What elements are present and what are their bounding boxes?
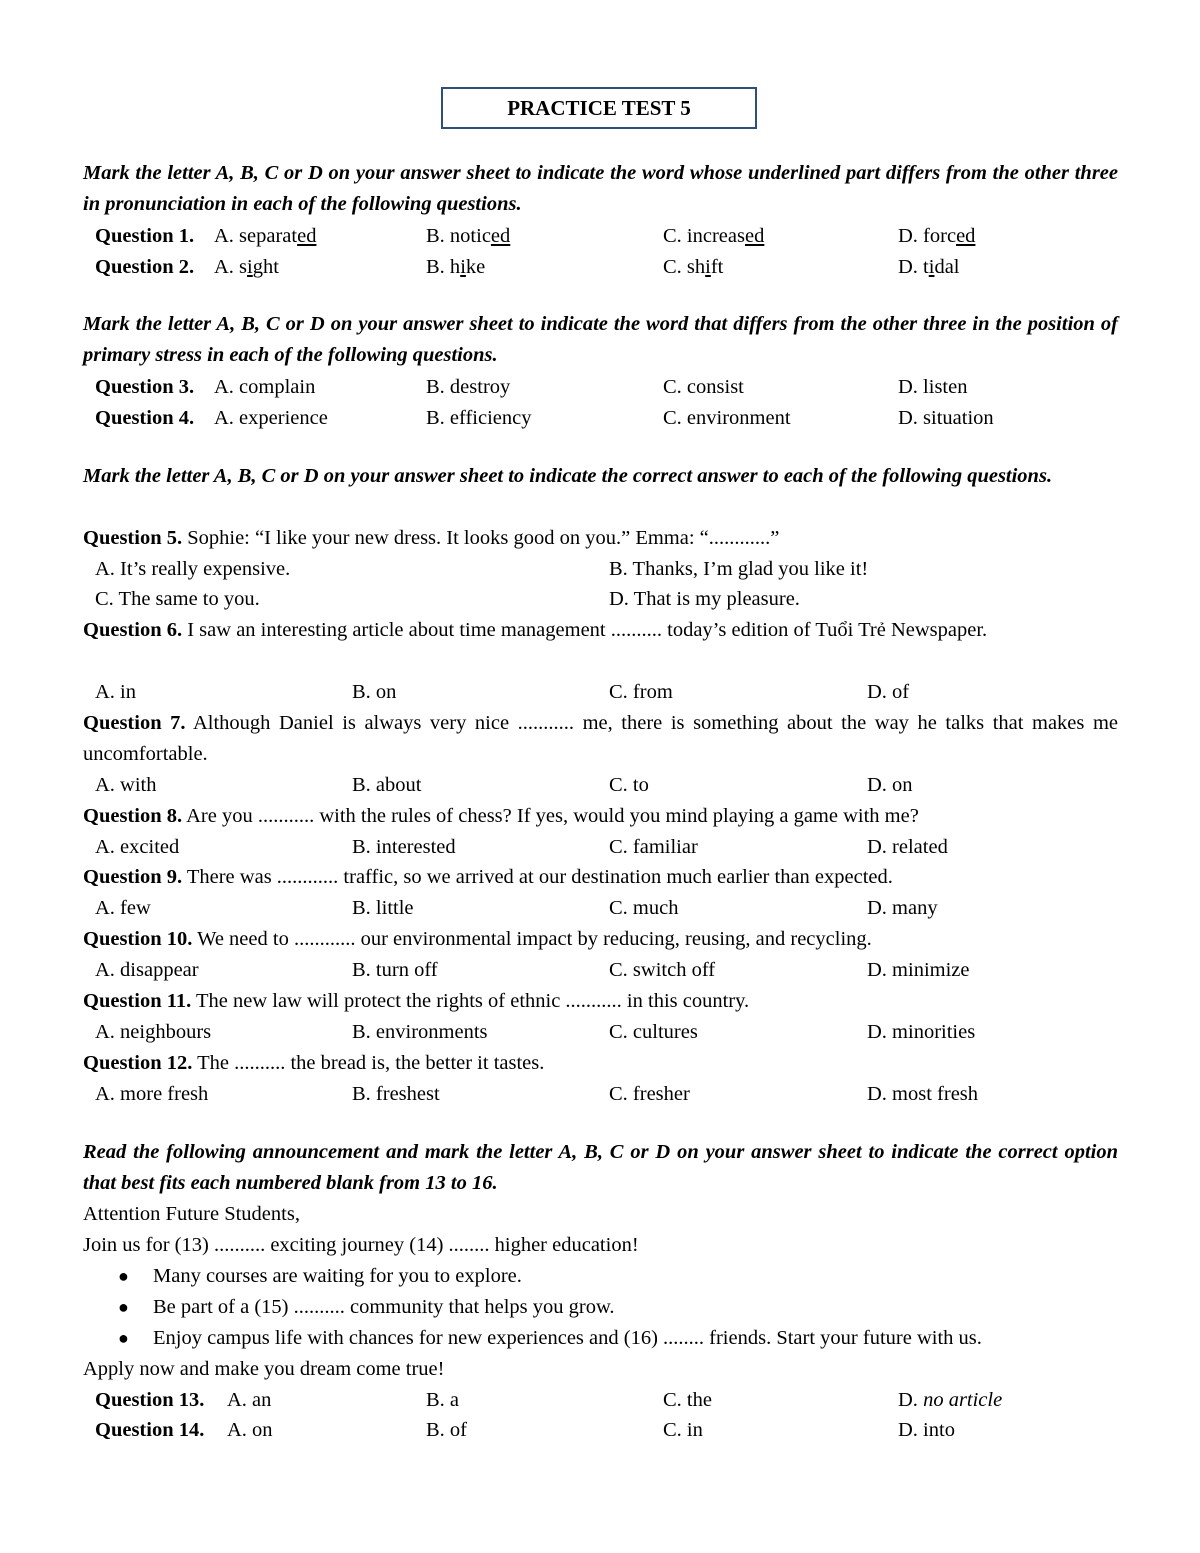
q12-options xyxy=(95,1079,1115,1110)
bullet-icon: ● xyxy=(118,1297,129,1317)
q5-option-d: D. That is my pleasure. xyxy=(609,588,800,610)
q8-option-c: C. familiar xyxy=(609,836,698,858)
q4-option-c: C. environment xyxy=(663,407,791,429)
question-3 xyxy=(95,372,1115,403)
section2-instruction: Mark the letter A, B, C or D on your answer sheet to indicate the word that differs from the other three in the position of primary stress in each of the following questions. xyxy=(83,313,1118,366)
q14-label: Question 14. xyxy=(95,1419,205,1441)
q8-stem: Question 8. Are you ........... with the rules of chess? If yes, would you mind playing a game with me? xyxy=(83,805,919,827)
q4-option-d: D. situation xyxy=(898,407,994,429)
q6-option-d: D. of xyxy=(867,681,910,703)
q7-option-d: D. on xyxy=(867,774,913,796)
q12-stem: Question 12. The .......... the bread is, the better it tastes. xyxy=(83,1052,545,1074)
q9-option-b: B. little xyxy=(352,897,414,919)
q2-option-a: A. sight xyxy=(214,256,279,278)
q7-option-c: C. to xyxy=(609,774,649,796)
question-1 xyxy=(95,221,1115,252)
q12-option-d: D. most fresh xyxy=(867,1083,979,1105)
q8-option-d: D. related xyxy=(867,836,948,858)
q10-stem: Question 10. We need to ............ our environmental impact by reducing, reusing, and recycling. xyxy=(83,928,872,950)
q7-options xyxy=(95,770,1115,801)
q1-label: Question 1. xyxy=(95,225,195,247)
q9-option-c: C. much xyxy=(609,897,679,919)
q1-option-b: B. noticed xyxy=(426,225,511,247)
q6-stem: Question 6. I saw an interesting article about time management .......... today’s edition of Tuổi Trẻ Newspaper. xyxy=(83,619,988,641)
bullet-icon: ● xyxy=(118,1266,129,1286)
q7-option-b: B. about xyxy=(352,774,422,796)
q6-options xyxy=(95,677,1115,708)
q1-option-c: C. increased xyxy=(663,225,765,247)
q11-option-c: C. cultures xyxy=(609,1021,698,1043)
q10-option-a: A. disappear xyxy=(95,959,199,981)
question-14 xyxy=(95,1415,1115,1446)
bullet-icon: ● xyxy=(118,1328,129,1348)
bullet-item: ● Be part of a (15) .......... community that helps you grow. xyxy=(83,1292,1118,1323)
q7-stem: Question 7. Although Daniel is always very nice ........... me, there is something about the way he talks that makes me uncomfortable. xyxy=(83,712,1118,765)
q9-option-d: D. many xyxy=(867,897,938,919)
q10-option-b: B. turn off xyxy=(352,959,438,981)
q7-option-a: A. with xyxy=(95,774,157,796)
q9-options xyxy=(95,893,1115,924)
q11-option-d: D. minorities xyxy=(867,1021,976,1043)
q2-option-d: D. tidal xyxy=(898,256,960,278)
q14-option-c: C. in xyxy=(663,1419,703,1441)
q11-option-b: B. environments xyxy=(352,1021,488,1043)
announcement-closing: Apply now and make you dream come true! xyxy=(83,1358,445,1380)
q11-options xyxy=(95,1017,1115,1048)
q12-option-b: B. freshest xyxy=(352,1083,440,1105)
q3-option-b: B. destroy xyxy=(426,376,511,398)
q12-option-c: C. fresher xyxy=(609,1083,690,1105)
q3-option-a: A. complain xyxy=(214,376,316,398)
q9-option-a: A. few xyxy=(95,897,151,919)
q10-option-c: C. switch off xyxy=(609,959,716,981)
q4-label: Question 4. xyxy=(95,407,195,429)
q3-label: Question 3. xyxy=(95,376,195,398)
q5-option-c: C. The same to you. xyxy=(95,588,260,610)
bullet-item: ● Many courses are waiting for you to explore. xyxy=(83,1261,1118,1292)
question-13 xyxy=(95,1385,1115,1416)
q4-option-a: A. experience xyxy=(214,407,328,429)
q5-options-row1 xyxy=(95,554,1115,585)
page-title: PRACTICE TEST 5 xyxy=(441,87,757,129)
q5-option-b: B. Thanks, I’m glad you like it! xyxy=(609,558,869,580)
announcement-greeting: Attention Future Students, xyxy=(83,1203,300,1225)
q5-stem: Question 5. Sophie: “I like your new dress. It looks good on you.” Emma: “............” xyxy=(83,527,780,549)
q14-option-a: A. on xyxy=(227,1419,273,1441)
q2-option-b: B. hike xyxy=(426,256,486,278)
q13-option-d: D. no article xyxy=(898,1389,1003,1411)
q5-option-a: A. It’s really expensive. xyxy=(95,558,291,580)
q12-option-a: A. more fresh xyxy=(95,1083,209,1105)
q6-option-c: C. from xyxy=(609,681,673,703)
q3-option-d: D. listen xyxy=(898,376,968,398)
q1-option-d: D. forced xyxy=(898,225,976,247)
q6-option-a: A. in xyxy=(95,681,136,703)
q9-stem: Question 9. There was ............ traffic, so we arrived at our destination much earlier than expected. xyxy=(83,866,893,888)
q10-options xyxy=(95,955,1115,986)
q13-option-a: A. an xyxy=(227,1389,272,1411)
q6-option-b: B. on xyxy=(352,681,397,703)
q8-option-a: A. excited xyxy=(95,836,180,858)
q8-option-b: B. interested xyxy=(352,836,456,858)
q11-option-a: A. neighbours xyxy=(95,1021,212,1043)
q3-option-c: C. consist xyxy=(663,376,744,398)
section4-instruction: Read the following announcement and mark the letter A, B, C or D on your answer sheet to indicate the correct option that best fits each numbered blank from 13 to 16. xyxy=(83,1141,1118,1194)
question-4 xyxy=(95,403,1115,434)
section1-instruction: Mark the letter A, B, C or D on your answer sheet to indicate the word whose underlined part differs from the other three in pronunciation in each of the following questions. xyxy=(83,162,1118,215)
q5-options-row2 xyxy=(95,584,1115,615)
announcement-intro: Join us for (13) .......... exciting journey (14) ........ higher education! xyxy=(83,1234,639,1256)
q14-option-b: B. of xyxy=(426,1419,467,1441)
q13-option-b: B. a xyxy=(426,1389,460,1411)
q2-label: Question 2. xyxy=(95,256,195,278)
question-2 xyxy=(95,252,1115,283)
q10-option-d: D. minimize xyxy=(867,959,970,981)
announcement-bullets xyxy=(83,1261,1118,1354)
q13-label: Question 13. xyxy=(95,1389,205,1411)
q8-options xyxy=(95,832,1115,863)
q14-option-d: D. into xyxy=(898,1419,955,1441)
q13-option-c: C. the xyxy=(663,1389,712,1411)
q4-option-b: B. efficiency xyxy=(426,407,532,429)
bullet-item: ● Enjoy campus life with chances for new experiences and (16) ........ friends. Start your future with us. xyxy=(83,1323,1118,1354)
q1-option-a: A. separated xyxy=(214,225,317,247)
q11-stem: Question 11. The new law will protect the rights of ethnic ........... in this country. xyxy=(83,990,750,1012)
section3-instruction: Mark the letter A, B, C or D on your answer sheet to indicate the correct answer to each of the following questions. xyxy=(83,465,1053,487)
q2-option-c: C. shift xyxy=(663,256,724,278)
